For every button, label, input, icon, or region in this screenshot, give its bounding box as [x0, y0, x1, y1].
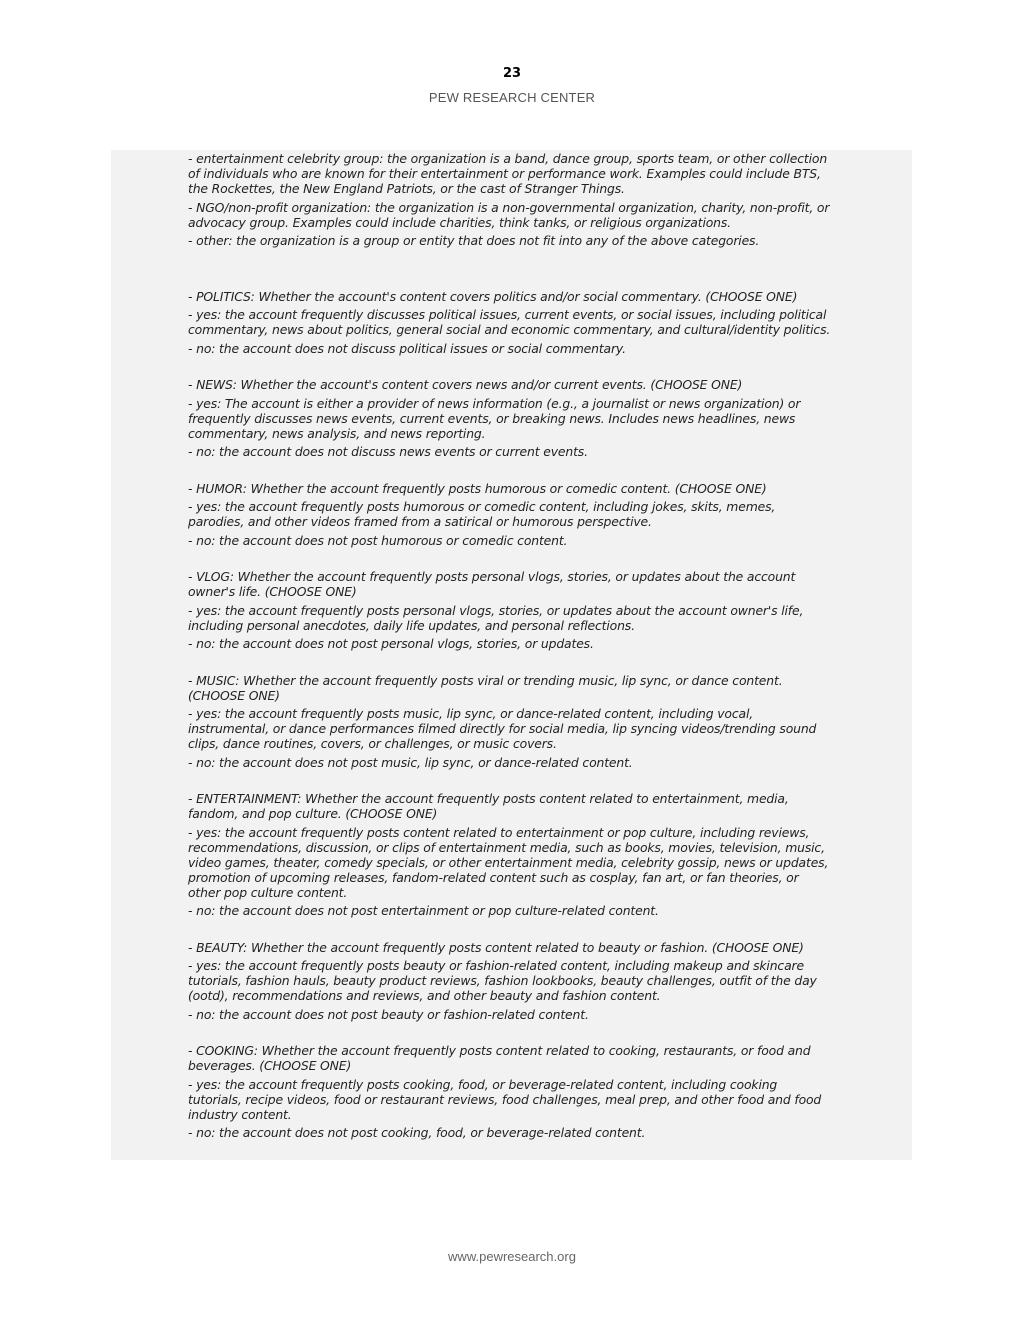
- news-yes: - yes: The account is either a provider of news information (e.g., a journalist or news organization) or frequently discusses news events, current events, or breaking news. Includes news headlines, news commentary, news analysis, and news reporting.: [188, 395, 801, 441]
- vlog-no: - no: the account does not post personal vlogs, stories, or updates.: [188, 636, 594, 651]
- entertainment-yes: - yes: the account frequently posts content related to entertainment or pop culture, including reviews, recommendations, discussion, or clips of entertainment media, such as books, movies, television, music, video games, theater, comedy specials, or other entertainment media, celebrity gossip, news or updates, promotion of upcoming releases, fandom-related content such as cosplay, fan art, or fan theories, or other pop culture content.: [188, 824, 829, 900]
- music-question: - MUSIC: Whether the account frequently posts viral or trending music, lip sync, or dance content. (CHOOSE ONE): [188, 672, 783, 703]
- cooking-no: - no: the account does not post cooking, food, or beverage-related content.: [188, 1125, 646, 1140]
- beauty-question: - BEAUTY: Whether the account frequently posts content related to beauty or fashion. (CHOOSE ONE): [188, 939, 804, 955]
- footer-url: www.pewresearch.org: [448, 1249, 576, 1264]
- politics-no: - no: the account does not discuss political issues or social commentary.: [188, 340, 626, 356]
- cooking-question: - COOKING: Whether the account frequently posts content related to cooking, restaurants, or food and beverages. (CHOOSE ONE): [188, 1043, 811, 1073]
- entertainment-no: - no: the account does not post entertainment or pop culture-related content.: [188, 903, 659, 918]
- beauty-no: - no: the account does not post beauty or fashion-related content.: [188, 1006, 589, 1022]
- vlog-question: - VLOG: Whether the account frequently posts personal vlogs, stories, or updates about the account owner's life. (CHOOSE ONE): [188, 569, 796, 599]
- humor-no: - no: the account does not post humorous or comedic content.: [188, 532, 568, 548]
- entertainment-question: - ENTERTAINMENT: Whether the account frequently posts content related to entertainment, media, fandom, and pop culture. (CHOOSE ONE): [188, 791, 789, 821]
- category-other: - other: the organization is a group or entity that does not fit into any of the above categories.: [188, 233, 760, 248]
- beauty-yes: - yes: the account frequently posts beauty or fashion-related content, including makeup and skincare tutorials, fashion hauls, beauty product reviews, fashion lookbooks, beauty challenges, outfit of the day (ootd), recommendations and reviews, and other beauty and fashion content.: [188, 958, 817, 1003]
- category-ngo: - NGO/non-profit organization: the organization is a non-governmental organization, charity, non-profit, or advocacy group. Examples could include charities, think tanks, or religious organizations.: [188, 199, 830, 230]
- humor-yes: - yes: the account frequently posts humorous or comedic content, including jokes, skits, memes, parodies, and other videos framed from a satirical or humorous perspective.: [188, 499, 776, 529]
- prompt-text-box: [111, 150, 912, 1160]
- politics-question: - POLITICS: Whether the account's content covers politics and/or social commentary. (CHOOSE ONE): [188, 288, 798, 304]
- humor-question: - HUMOR: Whether the account frequently posts humorous or comedic content. (CHOOSE ONE): [188, 480, 767, 496]
- cooking-yes: - yes: the account frequently posts cooking, food, or beverage-related content, including cooking tutorials, recipe videos, food or restaurant reviews, food challenges, meal prep, and other food and food industry content.: [188, 1076, 822, 1122]
- music-yes: - yes: the account frequently posts music, lip sync, or dance-related content, including vocal, instrumental, or dance performances filmed directly for social media, lip syncing videos/trending sound clips, dance routines, covers, or challenges, or music covers.: [188, 706, 817, 751]
- organization-name: PEW RESEARCH CENTER: [428, 90, 596, 105]
- category-entertainment-group: - entertainment celebrity group: the organization is a band, dance group, sports team, or other collection of individuals who are known for their entertainment or performance work. Examples could include BTS, the Rockettes, the New England Patriots, or the cast of Stranger Things.: [188, 151, 828, 196]
- vlog-yes: - yes: the account frequently posts personal vlogs, stories, or updates about the account owner's life, including personal anecdotes, daily life updates, and personal reflections.: [188, 602, 804, 633]
- page-number: 23: [502, 66, 522, 81]
- news-no: - no: the account does not discuss news events or current events.: [188, 444, 588, 459]
- politics-yes: - yes: the account frequently discusses political issues, current events, or social issues, including political commentary, news about politics, general social and economic commentary, and cultural/identity politics.: [188, 307, 831, 337]
- news-question: - NEWS: Whether the account's content covers news and/or current events. (CHOOSE ONE): [188, 377, 743, 392]
- music-no: - no: the account does not post music, lip sync, or dance-related content.: [188, 754, 633, 770]
